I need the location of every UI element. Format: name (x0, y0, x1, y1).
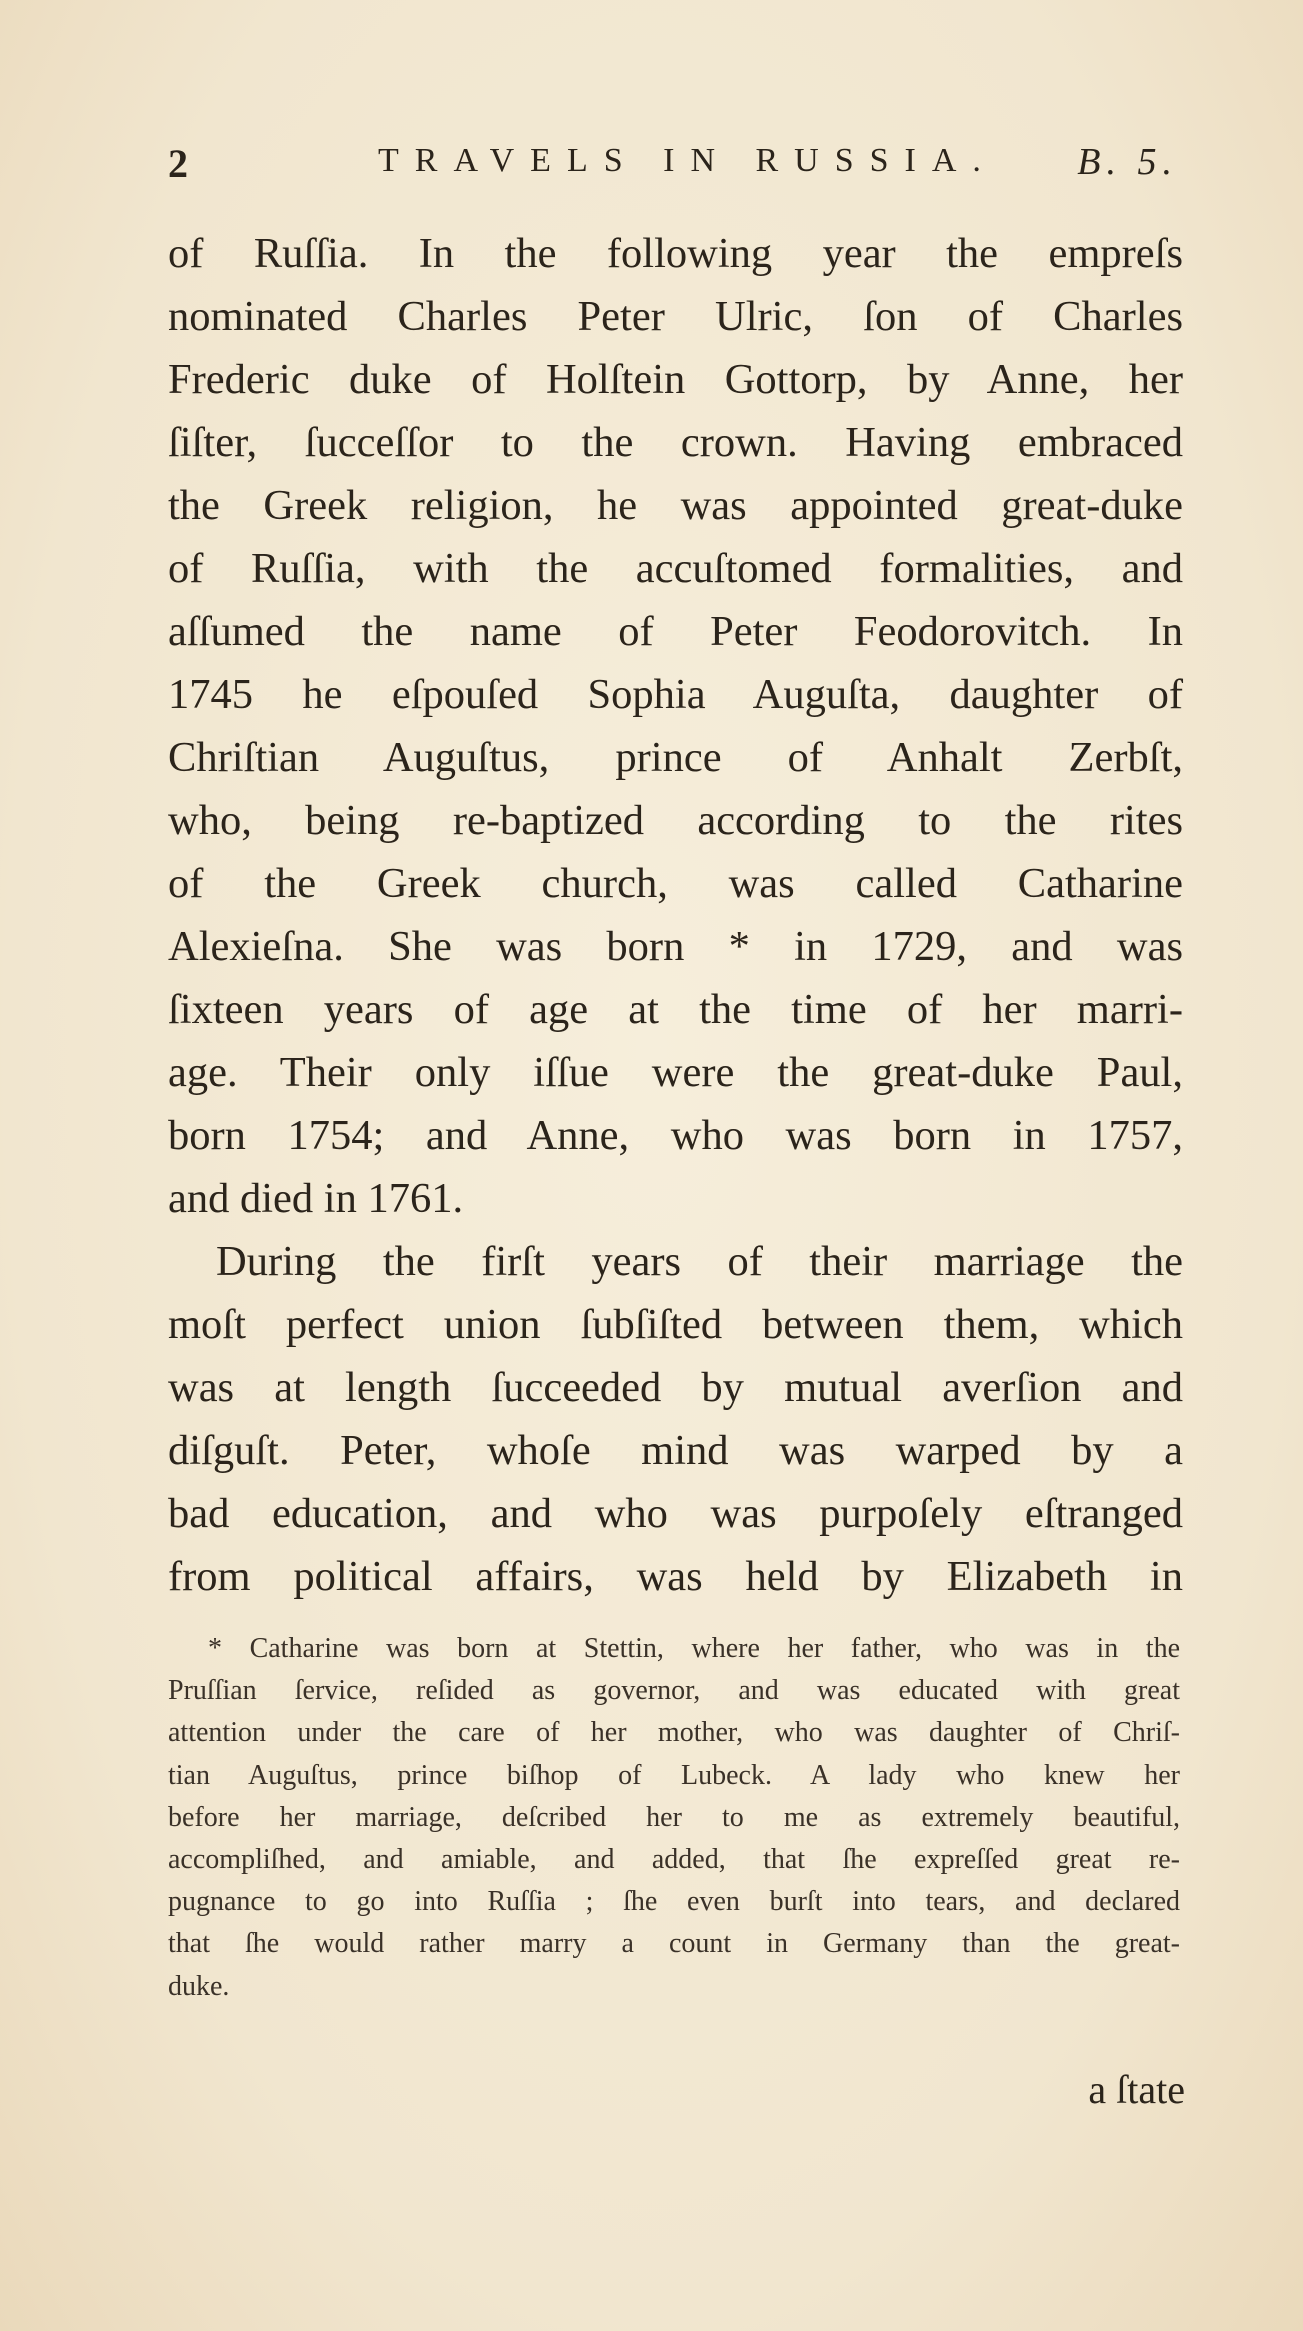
footnote-line: * Catharine was born at Stettin, where her father, who was in the (208, 1633, 1180, 1664)
body-line: Frederic duke of Holſtein Gottorp, by Anne, her (168, 356, 1183, 403)
section-mark: B. 5. (1077, 141, 1178, 183)
body-line: the Greek religion, he was appointed great-duke (168, 482, 1183, 529)
body-line: moſt perfect union ſubſiſted between them, which (168, 1301, 1183, 1348)
footnote-line: duke. (168, 1970, 230, 2002)
body-line: of the Greek church, was called Catharine (168, 860, 1183, 907)
footnote-line: attention under the care of her mother, who was daughter of Chriſ- (168, 1717, 1180, 1749)
body-line: Chriſtian Auguſtus, prince of Anhalt Zerbſt, (168, 734, 1183, 781)
footnote (168, 1628, 1180, 2008)
running-title: TRAVELS IN RUSSIA. (378, 142, 997, 179)
footnote-line: pugnance to go into Ruſſia ; ſhe even burſt into tears, and declared (168, 1886, 1180, 1918)
body-line: of Ruſſia, with the accuſtomed formalities, and (168, 545, 1183, 592)
body-line: Alexieſna. She was born * in 1729, and was (168, 923, 1183, 970)
body-line: born 1754; and Anne, who was born in 1757, (168, 1112, 1183, 1159)
body-text (168, 222, 1183, 1608)
body-line: and died in 1761. (168, 1175, 464, 1222)
body-line: During the firſt years of their marriage the (216, 1238, 1183, 1285)
footnote-line: that ſhe would rather marry a count in Germany than the great- (168, 1928, 1180, 1960)
body-line: was at length ſucceeded by mutual averſion and (168, 1364, 1183, 1411)
footnote-line: accompliſhed, and amiable, and added, that ſhe expreſſed great re- (168, 1844, 1180, 1876)
body-line: ſiſter, ſucceſſor to the crown. Having embraced (168, 419, 1183, 466)
body-line: age. Their only iſſue were the great-duke Paul, (168, 1049, 1183, 1096)
footnote-line: before her marriage, deſcribed her to me as extremely beautiful, (168, 1801, 1180, 1833)
footnote-line: tian Auguſtus, prince biſhop of Lubeck. A lady who knew her (168, 1759, 1180, 1791)
body-line: 1745 he eſpouſed Sophia Auguſta, daughter of (168, 671, 1183, 718)
body-line: nominated Charles Peter Ulric, ſon of Charles (168, 293, 1183, 340)
footnote-line: Pruſſian ſervice, reſided as governor, and was educated with great (168, 1675, 1180, 1707)
page-number: 2 (168, 141, 188, 186)
body-line: diſguſt. Peter, whoſe mind was warped by a (168, 1427, 1183, 1474)
catchword: a ſtate (1088, 2067, 1185, 2112)
body-line: aſſumed the name of Peter Feodorovitch. In (168, 608, 1183, 655)
body-line: of Ruſſia. In the following year the empreſs (168, 230, 1183, 277)
body-line: bad education, and who was purpoſely eſtranged (168, 1490, 1183, 1537)
body-line: from political affairs, was held by Elizabeth in (168, 1553, 1183, 1600)
body-line: ſixteen years of age at the time of her marri- (168, 986, 1183, 1033)
body-line: who, being re-baptized according to the rites (168, 797, 1183, 844)
running-head (168, 140, 1178, 200)
